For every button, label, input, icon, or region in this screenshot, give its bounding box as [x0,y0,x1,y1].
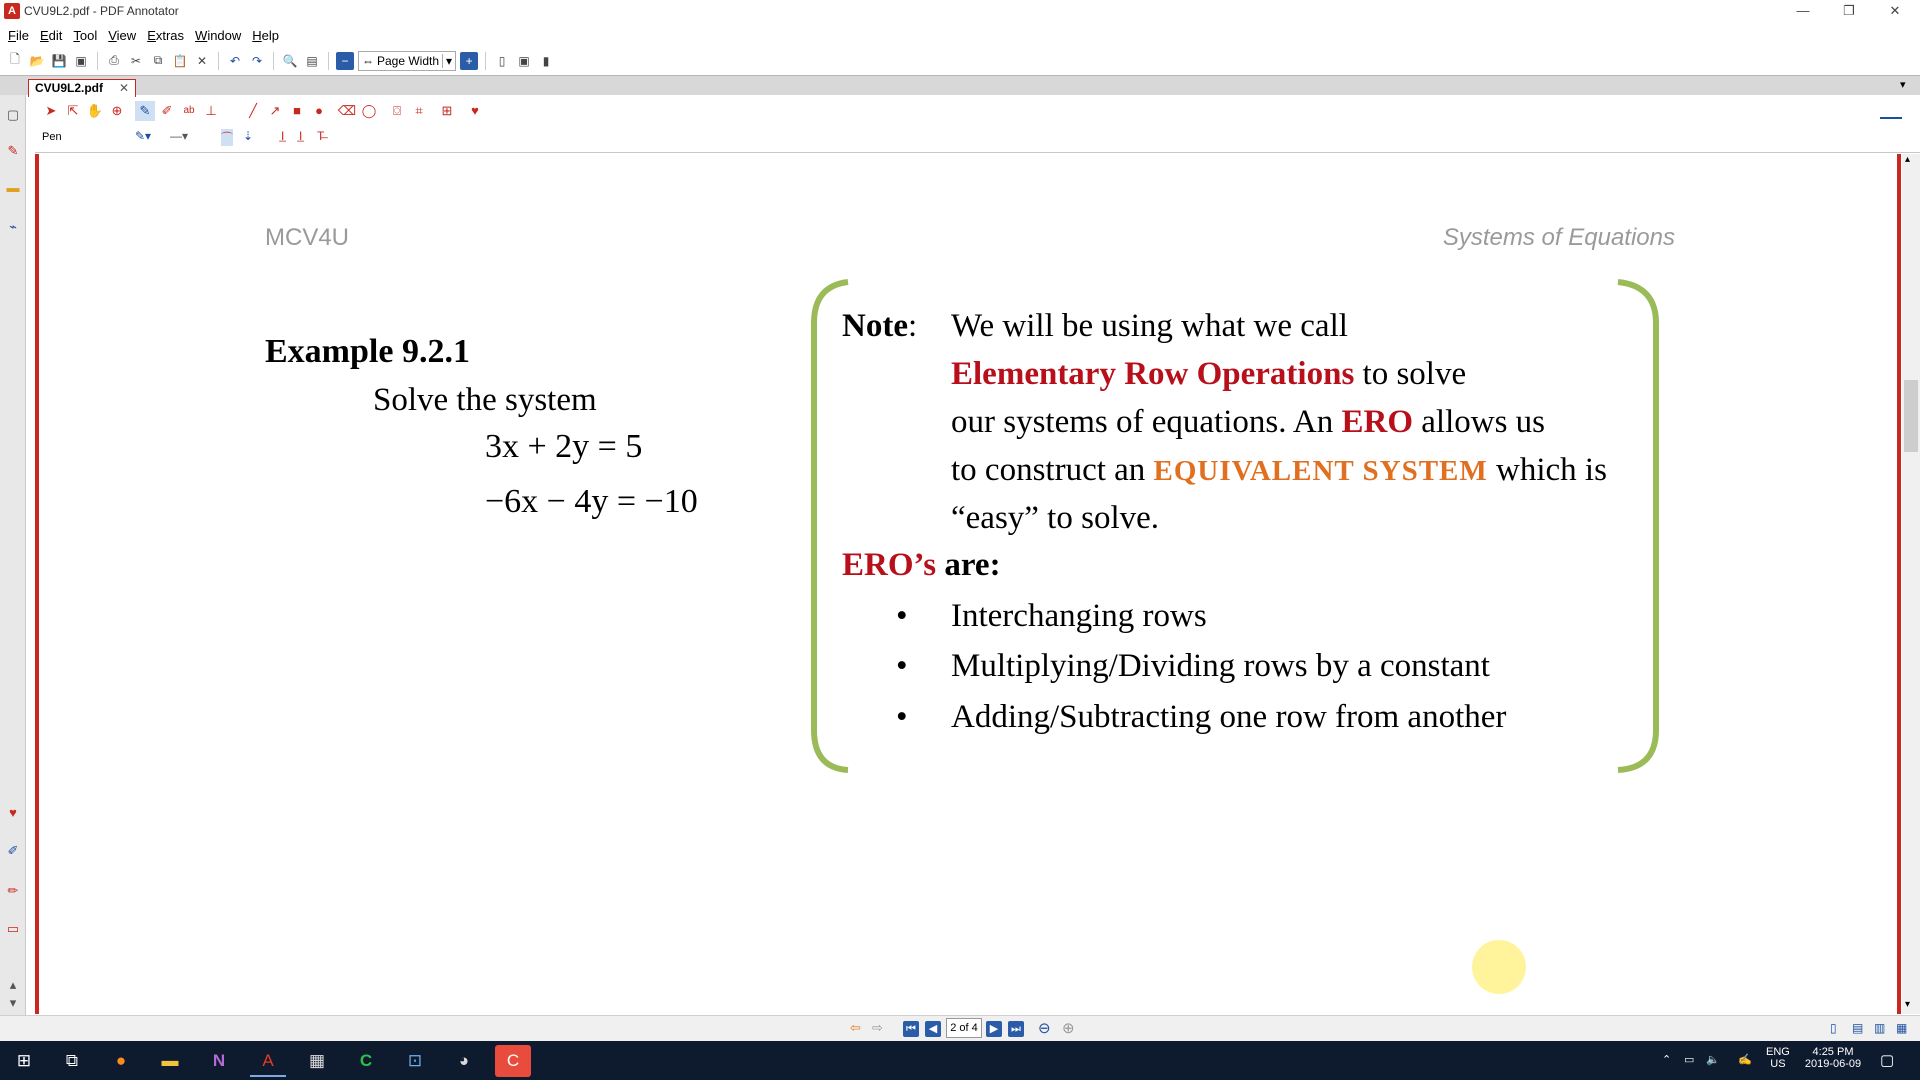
open-folder-icon[interactable]: 📂 [29,53,45,68]
lasso-tool-icon[interactable]: ◯ [361,103,377,118]
language-indicator[interactable] [1766,1046,1790,1070]
menu-window[interactable]: Window [195,27,242,43]
two-page-continuous-icon[interactable]: ▦ [1896,1021,1908,1035]
scroll-down-icon[interactable]: ▾ [9,995,17,1010]
network-icon[interactable]: ▭ [1684,1054,1695,1066]
history-back-icon[interactable]: ⇦ [850,1020,861,1035]
annotation-pen-icon[interactable]: ✎ [7,143,19,158]
folder-icon[interactable]: ▬ [6,180,20,195]
network-tool-icon[interactable]: ⊡ [407,1051,423,1070]
current-tool-label: Pen [42,131,62,143]
crop-tool-icon[interactable]: ⌗ [415,103,423,118]
page-width-icon: ⇔ [362,53,374,68]
menu-bar [0,24,1920,46]
bullet-icon: • [896,699,908,735]
highlighter-icon[interactable]: ✐ [7,843,19,858]
zoom-select[interactable] [358,51,456,71]
insert-image-icon[interactable]: ⊞ [441,103,453,118]
delete-icon[interactable]: ✕ [196,53,208,68]
page-thumbnail-icon[interactable]: ▢ [6,107,20,122]
ellipse-tool-icon[interactable]: ● [315,103,323,118]
underline-alt-icon[interactable]: I̲ [299,129,303,143]
zoom-out-icon[interactable]: − [336,52,354,70]
vertical-scrollbar[interactable] [1902,154,1920,1014]
print-icon[interactable]: ⎙ [109,53,119,67]
calculator-icon[interactable]: ▦ [308,1051,326,1070]
panel-minimize-icon[interactable] [1880,117,1902,119]
restore-button[interactable]: ❐ [1843,3,1855,18]
zoom-tool-icon[interactable]: ⊕ [111,103,123,118]
pen-workspace-icon[interactable]: ✍ [1738,1054,1752,1066]
example-instruction: Solve the system [373,382,597,418]
pen-tool-icon[interactable]: ✎ [135,101,155,121]
pdf-annotator-taskbar-icon[interactable]: A [250,1045,286,1077]
clock-time: 4:25 PM [1812,1046,1854,1058]
note-line-1: We will be using what we call [951,308,1348,344]
paint-palette-icon[interactable]: ◕ [458,1051,470,1070]
stamp-tool-icon[interactable]: ⊥ [205,103,217,118]
tab-document[interactable] [28,79,136,97]
header-course-code: MCV4U [265,224,350,251]
annotation-toolbar [35,97,1920,153]
title-bar [0,0,1920,22]
zoom-in-icon[interactable]: + [460,52,478,70]
menu-edit[interactable]: Edit [39,27,63,43]
close-button[interactable]: ✕ [1889,3,1901,18]
hand-icon[interactable]: ✋ [86,103,104,118]
camera-tool-icon[interactable]: ⌼ [393,103,401,118]
two-page-view-icon[interactable]: ▥ [1874,1021,1886,1035]
header-topic: Systems of Equations [1442,224,1675,251]
camtasia-icon[interactable]: C [359,1051,373,1070]
previous-page-icon[interactable]: ◀ [925,1021,941,1037]
toolbar-divider [485,52,486,70]
pen-color-icon[interactable]: ✎▾ [135,129,152,143]
file-explorer-icon[interactable]: ▬ [161,1051,179,1070]
firefox-icon[interactable]: ● [115,1051,127,1070]
tab-label: CVU9L2.pdf [35,81,104,95]
taskbar [0,1041,1920,1080]
next-page-icon[interactable]: ▶ [986,1021,1002,1037]
find-icon[interactable]: 🔍 [282,53,298,68]
tab-strip [0,75,1920,95]
fullscreen-icon[interactable]: ▮ [542,53,550,68]
right-bracket [1618,282,1656,770]
equivalent-system-term: EQUIVALENT SYSTEM [1153,455,1488,487]
page-number-field[interactable]: 2 of 4 [946,1018,982,1038]
save-icon[interactable]: 💾 [51,53,67,68]
region-code: US [1770,1058,1786,1070]
equation-1: 3x + 2y = 5 [485,428,643,465]
camtasia-recorder-icon[interactable]: C [495,1045,531,1077]
arrow-tool-icon[interactable]: ↗ [269,103,281,118]
start-windows-icon[interactable]: ⊞ [16,1051,32,1070]
minimize-button[interactable]: — [1796,3,1810,18]
equation-2: −6x − 4y = −10 [485,483,698,520]
volume-icon[interactable]: 🔈 [1706,1054,1720,1066]
menu-view[interactable]: View [108,27,137,43]
eraser-tool-icon[interactable]: ⌫ [337,103,357,118]
note-line-3: our systems of equations. An ERO allows us [951,404,1545,440]
notifications-icon[interactable]: ▢ [1880,1052,1895,1069]
scrollbar-thumb[interactable] [1904,380,1918,452]
note-line-5: “easy” to solve. [951,500,1160,536]
highlighter-tool-icon[interactable]: ✐ [161,103,173,118]
list-item: Interchanging rows [951,598,1207,634]
pressure-icon[interactable]: ⇣ [243,129,254,143]
zoom-label: Page Width [377,53,440,68]
bullet-icon: • [896,648,908,684]
eros-heading: ERO’s are: [842,547,1001,583]
new-icon[interactable]: 🗋 [10,52,20,66]
cut-icon[interactable]: ✂ [130,53,142,68]
window-title: CVU9L2.pdf - PDF Annotator [24,4,179,18]
toolbar-divider [273,52,274,70]
underline-icon[interactable]: I̲ [281,129,285,143]
forward-icon[interactable]: ⊕ [1062,1020,1075,1037]
copy-icon[interactable]: ⧉ [153,53,163,67]
note-line-4: to construct an EQUIVALENT SYSTEM which is [951,452,1607,488]
onenote-icon[interactable]: N [212,1051,226,1070]
scroll-down-icon[interactable]: ▾ [1905,999,1911,1010]
save-all-icon[interactable]: ▣ [75,53,87,68]
elementary-row-operations-term: Elementary Row Operations [951,356,1355,392]
text-tool-icon[interactable]: ab [183,105,195,116]
language-code: ENG [1766,1046,1790,1058]
pdf-annotator-icon: A [4,3,20,19]
close-tab-icon[interactable]: ✕ [118,81,129,95]
page-options-icon[interactable]: ▤ [306,53,318,68]
single-page-view-icon[interactable]: ▯ [1830,1021,1837,1035]
list-item: Adding/Subtracting one row from another [951,699,1507,735]
continuous-view-icon[interactable]: ▤ [1852,1021,1864,1035]
line-tool-icon[interactable]: ╱ [249,103,257,118]
single-page-icon[interactable]: ▯ [498,53,506,68]
last-page-icon[interactable]: ⏭ [1008,1021,1024,1037]
toolbar-divider [328,52,329,70]
chevron-down-icon: ▾ [442,54,452,68]
tab-list-chevron-icon[interactable]: ▾ [1900,79,1906,91]
scroll-up-icon[interactable]: ▴ [1905,154,1911,165]
task-view-icon[interactable]: ⧉ [65,1051,79,1070]
menu-file[interactable]: File [8,27,29,43]
left-sidebar-strip [0,95,26,1015]
fit-page-icon[interactable]: ▣ [518,53,530,68]
back-icon[interactable]: ⊖ [1038,1020,1051,1037]
first-page-icon[interactable]: ⏮ [903,1021,919,1037]
favorites-heart-icon[interactable]: ♥ [9,805,17,820]
scroll-up-icon[interactable]: ▴ [9,977,17,992]
clock[interactable] [1800,1046,1866,1070]
menu-help[interactable]: Help [252,27,280,43]
smooth-line-icon[interactable]: ⌒ [221,131,234,145]
tray-chevron-up-icon[interactable]: ⌃ [1662,1054,1672,1066]
select-arrow-icon[interactable]: ➤ [45,103,57,118]
strikethrough-icon[interactable]: T̶ [317,129,325,143]
example-title: Example 9.2.1 [265,333,470,370]
menu-extras[interactable]: Extras [147,27,185,43]
select-text-icon[interactable]: ⇱ [67,103,79,118]
favorites-heart-icon[interactable]: ♥ [471,103,479,118]
pointer-highlight [1472,940,1526,994]
undo-icon[interactable]: ↶ [229,53,241,68]
toolbar-divider [97,52,98,70]
main-toolbar [0,48,1920,73]
toolbar-divider [218,52,219,70]
menu-tool[interactable]: Tool [73,27,98,43]
ero-term: ERO [1341,404,1413,440]
paste-icon[interactable]: 📋 [172,53,188,68]
note-label: Note: [842,308,918,344]
bullet-icon: • [896,598,908,634]
rectangle-tool-icon[interactable]: ■ [293,103,301,118]
text-box-icon[interactable]: ▭ [6,921,20,936]
note-line-2: Elementary Row Operations to solve [951,356,1467,392]
clock-date: 2019-06-09 [1804,1058,1862,1070]
history-forward-icon[interactable]: ⇨ [872,1020,883,1035]
attachment-icon[interactable]: ⌁ [9,219,17,234]
marker-icon[interactable]: ✏ [7,883,19,898]
redo-icon[interactable]: ↷ [251,53,263,68]
list-item: Multiplying/Dividing rows by a constant [951,648,1490,684]
left-bracket [814,282,848,770]
line-width-icon[interactable]: —▾ [170,129,189,143]
